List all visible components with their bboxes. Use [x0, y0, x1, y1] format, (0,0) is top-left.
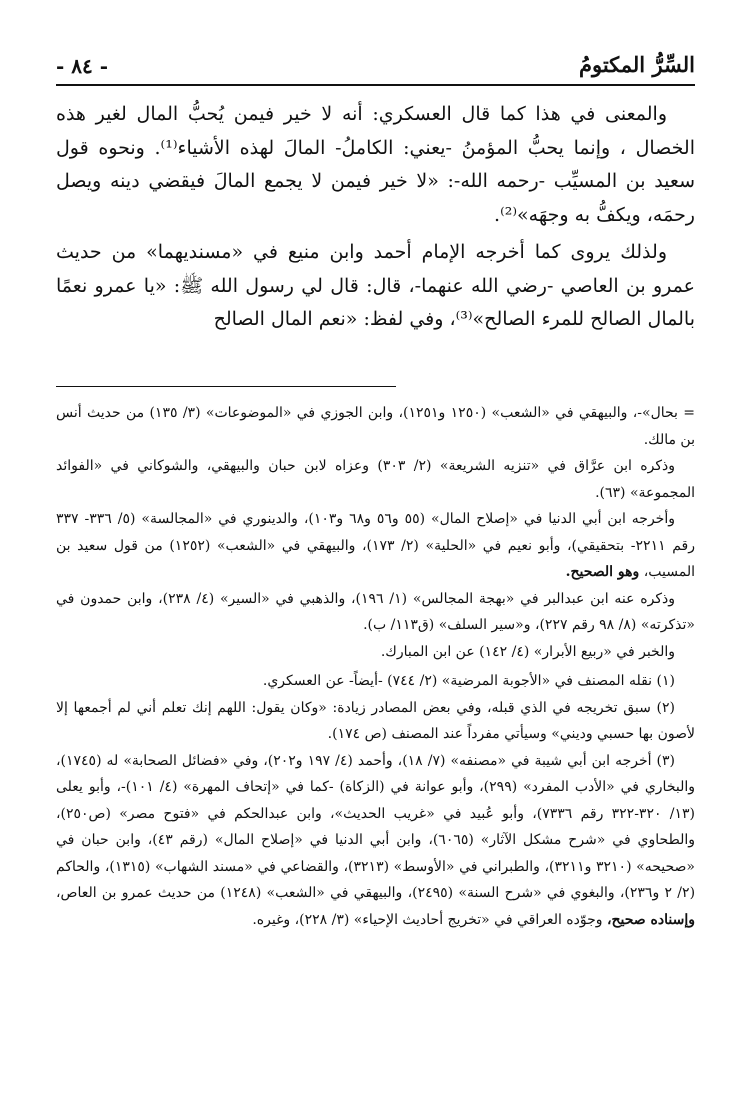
footnote-3: [56, 748, 695, 934]
footnote-paragraph: [56, 506, 695, 586]
footnote-emphasis: وإسناده صحيح،: [606, 911, 695, 928]
footnote-text: (٣) أخرجه ابن أبي شيبة في «مصنفه» (٧/ ١٨)، وأحمد (٤/ ١٩٧ و٢٠٢)، وفي «فضائل الصحابة» له (١٧٤٥)، والبخاري في «الأدب المفرد» (٢٩٩)، وأبو عوانة في (الزكاة) -كما في «إتحاف المهرة» (٤/ ١٠١)-، وأبو يعلى (١٣/ ٣٢٠-٣٢٢ رقم ٧٣٣٦)، وأبو عُبيد في «غريب الحديث»، وابن عبدالحكم في «فتوح مصر» (ص٢٥٠)، والطحاوي في «شرح مشكل الآثار» (٦٠٦٥)، وابن أبي الدنيا في «إصلاح المال» (رقم ٤٣)، وابن حبان في «صحيحه» (٣٢١٠ و٣٢١١)، والطبراني في «الأوسط» (٣٢١٣)، والقضاعي في «مسند الشهاب» (١٣١٥)، والحاكم (٢/ ٢ و٢٣٦)، والبغوي في «شرح السنة» (٢٤٩٥)، والبيهقي في «الشعب» (١٢٤٨) من حديث عمرو بن العاص،: [56, 752, 696, 901]
page-header: [56, 50, 695, 86]
footnotes: [56, 400, 695, 933]
footnote-text: وجوّده العراقي في «تخريج أحاديث الإحياء» (٣/ ٢٢٨)، وغيره.: [252, 911, 603, 928]
running-title: السِّرُّ المكتومُ: [578, 52, 695, 77]
main-paragraph: ولذلك يروى كما أخرجه الإمام أحمد وابن منيع في «مسنديهما» من حديث عمرو بن العاصي -رضي الله عنهما-، قال: قال لي رسول الله ﷺ: «يا عمرو نعمًا بالمال الصالح للمرء الصالح»⁽³⁾، وفي لفظ: «نعم المال الصالح: [56, 241, 695, 330]
footnote-text: وأخرجه ابن أبي الدنيا في «إصلاح المال» (٥٥ و٥٦ و٦٨ و١٠٣)، والدينوري في «المجالسة» (٥/ ٣٣٦- ٣٣٧ رقم ٢٢١١- بتحقيقي)، وأبو نعيم في «الحلية» (٢/ ١٧٣)، والبيهقي في «الشعب» (١٢٥٢) من قول سعيد بن المسيب،: [56, 511, 695, 580]
footnote-paragraph: وذكره ابن عرَّاق في «تنزيه الشريعة» (٢/ ٣٠٣) وعزاه لابن حبان والبيهقي، والشوكاني في «الفوائد المجموعة» (٦٣).: [56, 458, 695, 501]
main-text: [56, 98, 695, 337]
footnote-paragraph: وذكره عنه ابن عبدالبر في «بهجة المجالس» (١/ ١٩٦)، والذهبي في «السير» (٤/ ٢٣٨)، وابن حمدون في «تذكرته» (٨/ ٩٨ رقم ٢٢٧)، و«سير السلف» (ق١١٣/ ب).: [56, 590, 695, 633]
footnote-paragraph: والخبر في «ربيع الأبرار» (٤/ ١٤٢) عن ابن المبارك.: [380, 643, 675, 660]
footnote-continuation: = بحال»-، والبيهقي في «الشعب» (١٢٥٠ و١٢٥١)، وابن الجوزي في «الموضوعات» (٣/ ١٣٥) من حديث أنس بن مالك.: [56, 405, 696, 448]
main-paragraph: والمعنى في هذا كما قال العسكري: أنه لا خير فيمن يُحبُّ المال لغير هذه الخصال ، وإنما يحبُّ المؤمنُ -يعني: الكاملُ- المالَ لهذه الأشياء⁽¹⁾. ونحوه قول سعيد بن المسيِّب -رحمه الله-: «لا خير فيمن لا يجمع المالَ فيقضي دينه ويصل رحمَه، ويكفُّ به وجهَه»⁽²⁾.: [56, 103, 695, 226]
footnote-2: (٢) سبق تخريجه في الذي قبله، وفي بعض المصادر زيادة: «وكان يقول: اللهم إنك تعلم أني لم أجمعها إلا لأصون بها حسبي وديني» وسيأتي مفرداً عند المصنف (ص ١٧٤).: [56, 699, 695, 742]
footnote-divider: [56, 386, 396, 387]
footnote-1: (١) نقله المصنف في «الأجوبة المرضية» (٢/ ٧٤٤) -أيضاً- عن العسكري.: [262, 673, 675, 689]
page-number: - ٨٤ -: [56, 54, 109, 78]
footnote-emphasis: وهو الصحيح.: [565, 564, 640, 580]
